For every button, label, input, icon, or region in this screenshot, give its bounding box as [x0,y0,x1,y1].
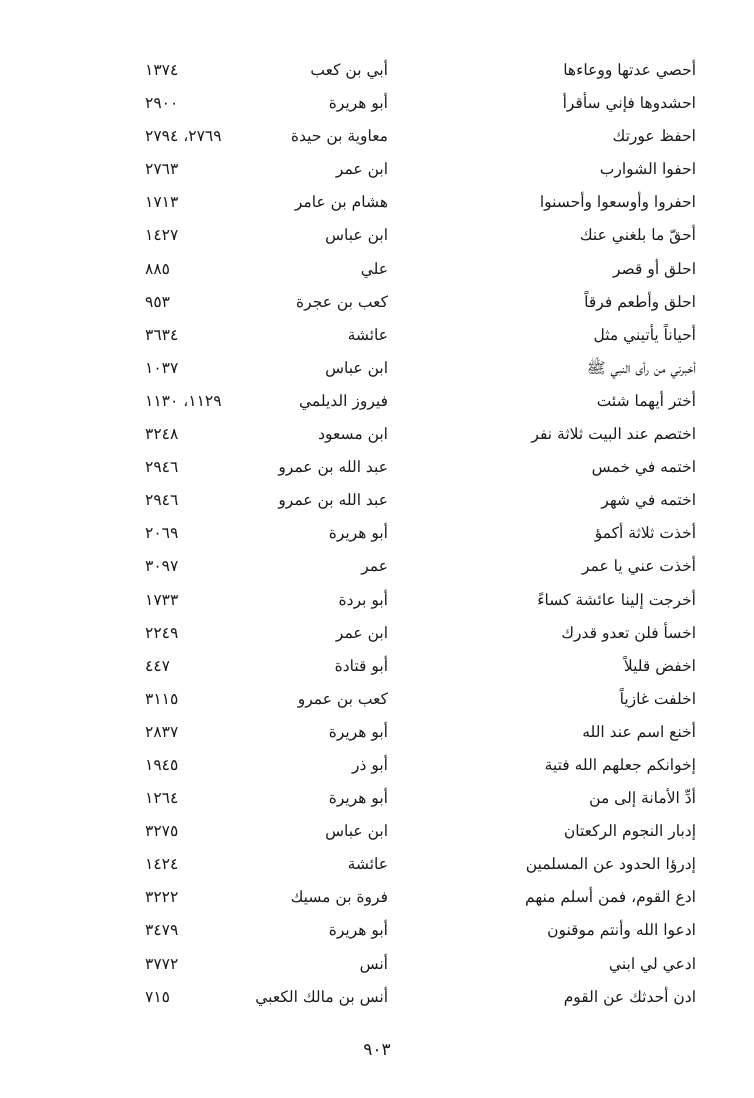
hadith-text: ادع القوم، فمن أسلم منهم [525,888,696,907]
narrator-name: هشام بن عامر [294,193,388,212]
hadith-number: ٣٤٧٩ [145,921,179,940]
hadith-number: ٨٨٥ [145,259,170,278]
narrator-name: عائشة [347,325,388,344]
index-row [0,352,754,385]
hadith-number: ٣٢٢٢ [145,888,179,907]
hadith-number: ٣٦٣٤ [145,325,179,344]
hadith-number: ٢٧٦٣ [145,160,179,179]
hadith-text: أحياناً يأتيني مثل [593,325,696,344]
index-row [0,617,754,650]
index-row [0,153,754,186]
hadith-text: اختصم عند البيت ثلاثة نفر [531,425,696,444]
hadith-number: ١٤٢٧ [145,226,179,245]
index-row [0,517,754,550]
narrator-name: ابن عمر [335,160,388,179]
index-row [0,385,754,418]
index-row [0,716,754,749]
hadith-number: ٢٢٤٩ [145,623,179,642]
hadith-number: ٢٠٦٩ [145,524,179,543]
hadith-text: اختمه في خمس [591,458,696,477]
hadith-number: ١٢٦٤ [145,789,179,808]
narrator-name: ابن عباس [325,358,388,377]
hadith-text: أختر أيهما شئت [596,391,696,410]
narrator-name: كعب بن عمرو [297,689,388,708]
narrator-name: أبو هريرة [328,94,388,113]
hadith-number: ١٧٣٣ [145,590,179,609]
hadith-number: ٢٧٦٩، ٢٧٩٤ [145,127,222,146]
hadith-number: ٢٩٤٦ [145,458,179,477]
hadith-number: ٣٠٩٧ [145,557,179,576]
narrator-name: أبي بن كعب [310,61,388,79]
narrator-name: عبد الله بن عمرو [278,458,388,477]
narrator-name: أبو ذر [352,755,388,774]
hadith-text: احفوا الشوارب [599,160,696,179]
narrator-name: ابن عمر [335,623,388,642]
hadith-number: ٤٤٧ [145,656,170,675]
narrator-name: علي [360,259,388,278]
narrator-name: أبو هريرة [328,524,388,543]
index-row [0,253,754,286]
hadith-number: ١٧١٣ [145,193,179,212]
hadith-text: أدِّ الأمانة إلى من [589,789,696,808]
narrator-name: ابن عباس [325,822,388,841]
hadith-number: ٣٧٧٢ [145,954,179,973]
index-row [0,650,754,683]
page-number: ٩٠٣ [363,1040,391,1060]
index-row [0,981,754,1014]
index-row [0,848,754,881]
narrator-name: فيروز الديلمي [298,391,388,410]
index-row [0,319,754,352]
hadith-text: إدرؤا الحدود عن المسلمين [525,855,696,874]
index-row [0,584,754,617]
hadith-text: ادعوا الله وأنتم موقنون [547,921,696,940]
index-row [0,749,754,782]
hadith-text: أحصي عدتها ووعاءها [563,61,696,79]
index-row [0,815,754,848]
narrator-name: معاوية بن حيدة [290,127,388,146]
hadith-text: احفظ عورتك [612,127,696,146]
hadith-text: أخبرني من رأى النبي ﷺ [586,358,696,377]
index-row [0,186,754,219]
hadith-number: ١٣٧٤ [145,61,179,79]
hadith-text: احفروا وأوسعوا وأحسنوا [539,193,696,212]
hadith-text: احلق أو قصر [613,259,696,278]
hadith-text: احلق وأطعم فرقاً [584,292,696,311]
hadith-text: أخنع اسم عند الله [582,722,696,741]
index-row [0,550,754,583]
narrator-name: أبو هريرة [328,722,388,741]
hadith-text: أخرجت إلينا عائشة كساءً [537,590,696,609]
hadith-text: اخلفت غازياً [619,689,696,708]
narrator-name: عائشة [347,855,388,874]
hadith-text: إدبار النجوم الركعتان [563,822,696,841]
hadith-number: ٧١٥ [145,987,170,1006]
hadith-text: إخوانكم جعلهم الله فتية [544,755,696,774]
index-row [0,484,754,517]
narrator-name: كعب بن عجرة [296,292,388,311]
hadith-index-table [0,54,754,1014]
index-row [0,914,754,947]
index-row [0,948,754,981]
hadith-text: أخذت ثلاثة أكمؤ [594,524,696,543]
hadith-text: ادن أحدثك عن القوم [563,987,696,1006]
index-row [0,120,754,153]
hadith-number: ١١٢٩، ١١٣٠ [145,391,222,410]
hadith-text: اختمه في شهر [601,491,696,510]
hadith-number: ٩٥٣ [145,292,170,311]
narrator-name: فروة بن مسيك [290,888,388,907]
index-row [0,286,754,319]
index-row [0,782,754,815]
hadith-text: اخفض قليلاً [623,656,696,675]
hadith-text: أحقّ ما بلغني عنك [579,226,696,245]
narrator-name: أبو قتادة [334,656,388,675]
narrator-name: عمر [361,557,388,576]
narrator-name: أبو بردة [338,590,388,609]
index-row [0,219,754,252]
index-row [0,881,754,914]
hadith-number: ٢٨٣٧ [145,722,179,741]
hadith-text: احشدوها فإني سأقرأ [562,94,696,113]
hadith-number: ٣١١٥ [145,689,179,708]
narrator-name: أنس بن مالك الكعبي [255,987,388,1006]
narrator-name: أنس [359,954,388,973]
narrator-name: ابن مسعود [318,425,388,444]
narrator-name: ابن عباس [325,226,388,245]
hadith-number: ١٠٣٧ [145,358,179,377]
hadith-text: اخسأ فلن تعدو قدرك [561,623,696,642]
hadith-number: ٢٩٠٠ [145,94,179,113]
narrator-name: عبد الله بن عمرو [278,491,388,510]
index-row [0,451,754,484]
index-row [0,418,754,451]
hadith-text: ادعي لي ابني [608,954,696,973]
hadith-number: ٣٢٧٥ [145,822,179,841]
hadith-number: ١٩٤٥ [145,755,179,774]
hadith-number: ٣٢٤٨ [145,425,179,444]
narrator-name: أبو هريرة [328,789,388,808]
hadith-text: أخذت عني يا عمر [581,557,696,576]
narrator-name: أبو هريرة [328,921,388,940]
hadith-number: ١٤٢٤ [145,855,179,874]
index-row [0,54,754,87]
hadith-number: ٢٩٤٦ [145,491,179,510]
index-row [0,683,754,716]
index-row [0,87,754,120]
